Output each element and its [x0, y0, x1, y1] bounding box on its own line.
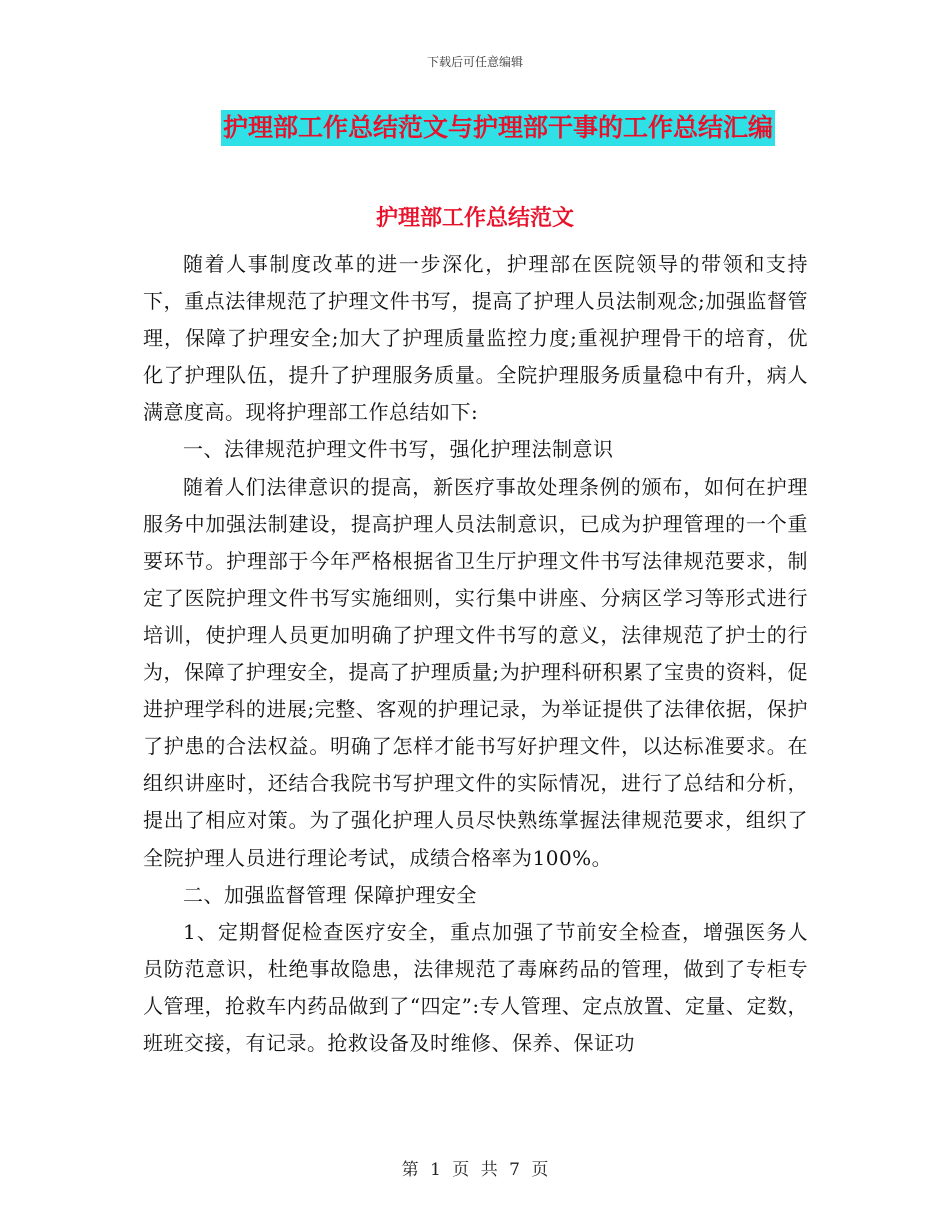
header-note: 下载后可任意编辑 — [426, 55, 523, 69]
document-title-text: 护理部工作总结范文与护理部干事的工作总结汇编 — [221, 110, 775, 146]
paragraph-section-2-item-1: 1、定期督促检查医疗安全，重点加强了节前安全检查，增强医务人员防范意识，杜绝事故隐患，法律规范了毒麻药品的管理，做到了专柜专人管理，抢救车内药品做到了“四定”:专人管理、定点放置、定量、定数，班班交接，有记录。抢救设备及时维修、保养、保证功 — [143, 919, 808, 1055]
page-number-footer: 第 1 页 共 7 页 — [401, 1160, 549, 1180]
section-title: 护理部工作总结范文 — [375, 205, 574, 231]
heading-section-2: 二、加强监督管理 保障护理安全 — [183, 882, 477, 907]
paragraph-section-1: 随着人们法律意识的提高，新医疗事故处理条例的颁布，如何在护理服务中加强法制建设，提高护理人员法制意识，已成为护理管理的一个重要环节。护理部于今年严格根据省卫生厅护理文件书写法律规范要求，制定了医院护理文件书写实施细则，实行集中讲座、分病区学习等形式进行培训，使护理人员更加明确了护理文件书写的意义，法律规范了护士的行为，保障了护理安全，提高了护理质量;为护理科研积累了宝贵的资料，促进护理学科的进展;完整、客观的护理记录，为举证提供了法律依据，保护了护患的合法权益。明确了怎样才能书写好护理文件，以达标准要求。在组织讲座时，还结合我院书写护理文件的实际情况，进行了总结和分析，提出了相应对策。为了强化护理人员尽快熟练掌握法律规范要求，组织了全院护理人员进行理论考试，成绩合格率为100%。 — [143, 474, 808, 870]
document-body — [143, 246, 808, 1062]
document-title — [0, 110, 950, 146]
heading-section-1: 一、法律规范护理文件书写，强化护理法制意识 — [183, 437, 614, 462]
paragraph-intro: 随着人事制度改革的进一步深化，护理部在医院领导的带领和支持下，重点法律规范了护理文件书写，提高了护理人员法制观念;加强监督管理，保障了护理安全;加大了护理质量监控力度;重视护理骨干的培育，优化了护理队伍，提升了护理服务质量。全院护理服务质量稳中有升，病人满意度高。现将护理部工作总结如下: — [143, 252, 808, 425]
